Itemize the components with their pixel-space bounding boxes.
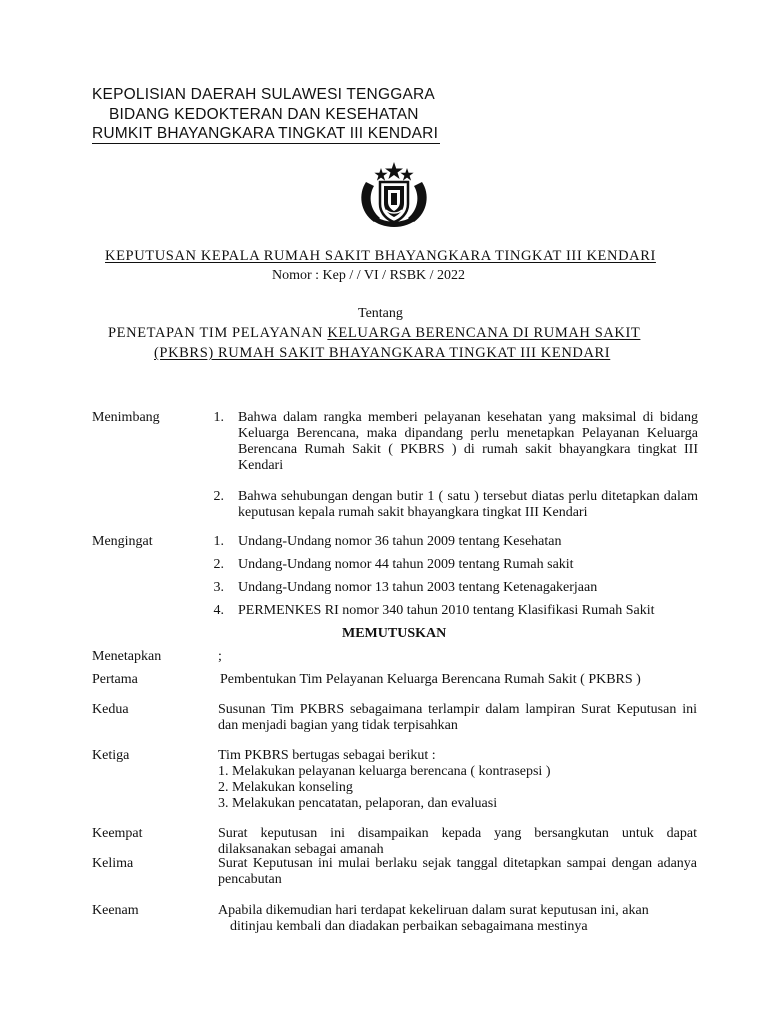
mengingat-num-2: 2.: [213, 557, 224, 572]
mengingat-item-2: Undang-Undang nomor 44 tahun 2009 tentang Rumah sakit: [238, 557, 574, 572]
ketiga-item-3: 3. Melakukan pencatatan, pelaporan, dan evaluasi: [218, 796, 498, 811]
menetapkan-value: ;: [218, 649, 222, 664]
keempat-label: Keempat: [92, 826, 143, 841]
mengingat-item-3: Undang-Undang nomor 13 tahun 2003 tentang Ketenagakerjaan: [238, 580, 598, 595]
kelima-label: Kelima: [92, 856, 134, 871]
ketiga-label: Ketiga: [92, 748, 130, 763]
subject-line-2: (PKBRS) RUMAH SAKIT BHAYANGKARA TINGKAT III KENDARI: [154, 345, 611, 361]
header-underline: [92, 143, 440, 144]
mengingat-label: Mengingat: [92, 534, 153, 549]
keenam-line-2: ditinjau kembali dan diadakan perbaikan sebagaimana mestinya: [230, 919, 588, 934]
kedua-label: Kedua: [92, 702, 129, 717]
subject-line-1: [108, 325, 640, 342]
kelima-text: Surat Keputusan ini mulai berlaku sejak tanggal ditetapkan sampai dengan adanya pencabutan: [218, 856, 697, 887]
ketiga-intro: Tim PKBRS bertugas sebagai berikut :: [218, 748, 436, 763]
about-label: Tentang: [358, 306, 403, 321]
subject-line-1-plain: PENETAPAN TIM PELAYANAN: [108, 325, 328, 341]
ketiga-item-2: 2. Melakukan konseling: [218, 780, 353, 795]
menimbang-num-2: 2.: [213, 489, 224, 504]
kedua-text: Susunan Tim PKBRS sebagaimana terlampir dalam lampiran Surat Keputusan ini dan menjadi bagian yang tidak terpisahkan: [218, 702, 697, 733]
pertama-label: Pertama: [92, 672, 138, 687]
police-emblem-icon: [356, 160, 432, 232]
header-line-2: BIDANG KEDOKTERAN DAN KESEHATAN: [109, 106, 419, 123]
menimbang-label: Menimbang: [92, 410, 160, 425]
menetapkan-label: Menetapkan: [92, 649, 162, 664]
decree-number: Nomor : Kep / / VI / RSBK / 2022: [272, 268, 466, 283]
subject-line-1-underlined: KELUARGA BERENCANA DI RUMAH SAKIT: [327, 325, 641, 341]
mengingat-num-1: 1.: [213, 534, 224, 549]
menimbang-item-2: Bahwa sehubungan dengan butir 1 ( satu ) tersebut diatas perlu ditetapkan dalam keputusan kepala rumah sakit bhayangkara tingkat III Kendari: [238, 489, 698, 520]
mengingat-num-4: 4.: [213, 603, 224, 618]
keenam-label: Keenam: [92, 903, 139, 918]
decree-title: KEPUTUSAN KEPALA RUMAH SAKIT BHAYANGKARA TINGKAT III KENDARI: [105, 248, 656, 264]
mengingat-item-1: Undang-Undang nomor 36 tahun 2009 tentang Kesehatan: [238, 534, 562, 549]
mengingat-item-4: PERMENKES RI nomor 340 tahun 2010 tentang Klasifikasi Rumah Sakit: [238, 603, 655, 618]
ketiga-item-1: 1. Melakukan pelayanan keluarga berencana ( kontrasepsi ): [218, 764, 551, 779]
keenam-line-1: Apabila dikemudian hari terdapat kekeliruan dalam surat keputusan ini, akan: [218, 903, 649, 918]
memutuskan-heading: MEMUTUSKAN: [342, 626, 447, 641]
pertama-text: Pembentukan Tim Pelayanan Keluarga Berencana Rumah Sakit ( PKBRS ): [220, 672, 641, 687]
menimbang-num-1: 1.: [213, 410, 224, 425]
keempat-text: Surat keputusan ini disampaikan kepada yang bersangkutan untuk dapat dilaksanakan sebagai amanah: [218, 826, 697, 857]
header-line-1: KEPOLISIAN DAERAH SULAWESI TENGGARA: [92, 86, 435, 103]
menimbang-item-1: Bahwa dalam rangka memberi pelayanan kesehatan yang maksimal di bidang Keluarga Berencana, maka dipandang perlu menetapkan Pelayanan Keluarga Berencana Rumah Sakit ( PKBRS ) di rumah sakit bhayangkara tingkat III Kendari: [238, 410, 698, 473]
header-line-3: RUMKIT BHAYANGKARA TINGKAT III KENDARI: [92, 125, 439, 142]
mengingat-num-3: 3.: [213, 580, 224, 595]
